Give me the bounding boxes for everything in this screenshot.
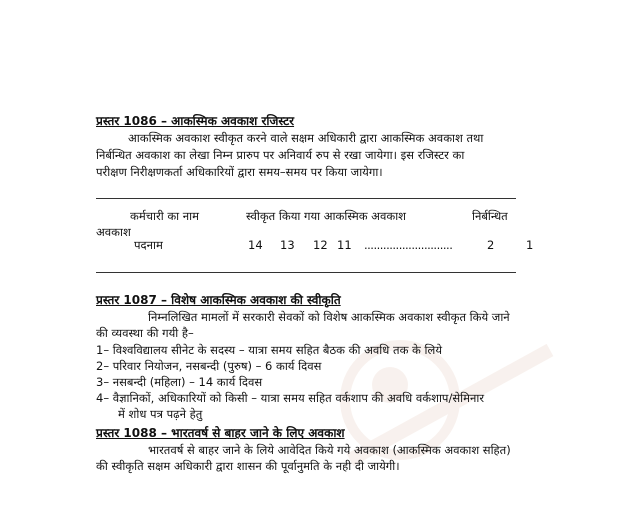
register-col-leave: अवकाश (96, 225, 131, 239)
section-1087-item-3: 3– नसबन्दी (महिला) – 14 कार्य दिवस (96, 375, 263, 389)
section-1087-item-1: 1– विश्वविद्यालय सीनेट के सदस्य – यात्रा समय सहित बैठक की अवधि तक के लिये (96, 343, 442, 357)
register-top-rule (96, 198, 516, 199)
section-1088-heading: प्रस्तर 1088 – भारतवर्ष से बाहर जाने के लिए अवकाश (96, 426, 345, 440)
register-value-4: 11 (337, 238, 352, 252)
section-1087-line-2: की व्यवस्था की गयी है– (96, 326, 194, 340)
section-1086-line-2: निर्बन्धित अवकाश का लेखा निम्न प्रारुप पर अनिवार्य रुप से रखा जायेगा। इस रजिस्टर का (96, 148, 465, 162)
section-1087-item-2: 2– परिवार नियोजन, नसबन्दी (पुरुष) – 6 कार्य दिवस (96, 359, 322, 373)
register-value-2: 13 (280, 238, 295, 252)
register-value-3: 12 (313, 238, 328, 252)
section-1087-item-4: 4– वैज्ञानिकों, अधिकारियों को किसी – यात्रा समय सहित वर्कशाप की अवधि वर्कशाप/सेमिनार (96, 391, 485, 405)
section-1088-line-2: की स्वीकृति सक्षम अधिकारी द्वारा शासन की पूर्वानुमति के नही दी जायेगी। (96, 459, 400, 473)
section-1087-heading: प्रस्तर 1087 – विशेष आकस्मिक अवकाश की स्वीकृति (96, 293, 341, 307)
register-col-restricted: निर्बन्धित (472, 209, 508, 223)
register-value-6: 1 (526, 238, 534, 252)
register-value-5: 2 (487, 238, 495, 252)
register-col-sanctioned: स्वीकृत किया गया आकस्मिक अवकाश (246, 209, 406, 223)
section-1086-line-3: परीक्षण निरीक्षणकर्ता अधिकारियों द्वारा समय–समय पर किया जायेगा। (96, 165, 383, 179)
register-row-label: पदनाम (134, 238, 163, 252)
register-value-1: 14 (248, 238, 263, 252)
register-col-employee: कर्मचारी का नाम (130, 209, 200, 223)
register-bottom-rule (96, 272, 516, 273)
section-1086-heading: प्रस्तर 1086 – आकस्मिक अवकाश रजिस्टर (96, 114, 295, 128)
section-1087-item-4-cont: में शोध पत्र पढ़ने हेतु (118, 407, 203, 421)
section-1087-line-1: निम्नलिखित मामलों में सरकारी सेवकों को विशेष आकस्मिक अवकाश स्वीकृत किये जाने (148, 310, 510, 324)
section-1088-line-1: भारतवर्ष से बाहर जाने के लिये आवेदित किये गये अवकाश (आकस्मिक अवकाश सहित) (148, 443, 511, 457)
register-dots: ............................ (364, 238, 453, 252)
section-1086-line-1: आकस्मिक अवकाश स्वीकृत करने वाले सक्षम अधिकारी द्वारा आकस्मिक अवकाश तथा (128, 131, 484, 145)
